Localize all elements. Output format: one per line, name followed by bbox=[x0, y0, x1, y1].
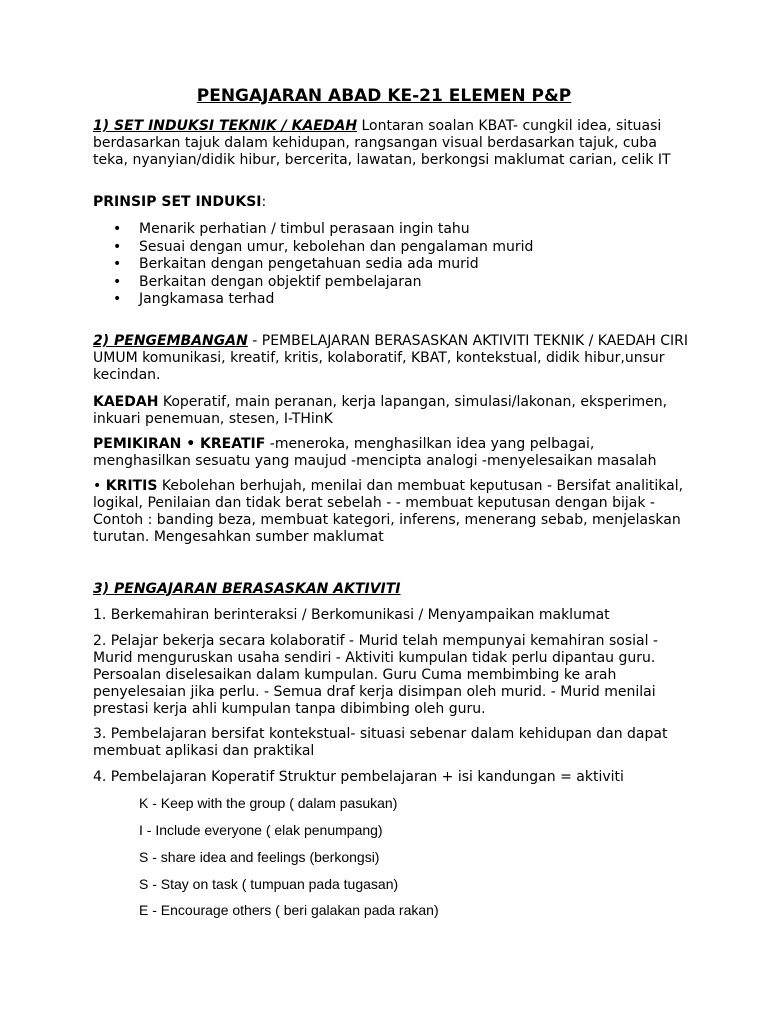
section-3-heading-line bbox=[93, 581, 693, 598]
section-2-intro bbox=[93, 333, 693, 384]
pemikiran-label: PEMIKIRAN • KREATIF bbox=[93, 436, 266, 452]
kiss-item-k: K - Keep with the group ( dalam pasukan) bbox=[139, 795, 398, 811]
bullet-icon: • bbox=[113, 273, 122, 290]
kaedah-label: KAEDAH bbox=[93, 394, 159, 410]
section-3-item-1: 1. Berkemahiran berinteraksi / Berkomunikasi / Menyampaikan maklumat bbox=[93, 607, 610, 623]
list-item-text: Sesuai dengan umur, kebolehan dan pengalaman murid bbox=[139, 238, 534, 255]
prinsip-heading bbox=[93, 194, 693, 211]
kiss-item-s1: S - share idea and feelings (berkongsi) bbox=[139, 849, 380, 865]
kiss-item-e: E - Encourage others ( beri galakan pada rakan) bbox=[139, 902, 439, 918]
section-2-text: - PEMBELAJARAN BERASASKAN AKTIVITI TEKNIK / KAEDAH CIRI UMUM komunikasi, kreatif, kritis, kolaboratif, KBAT, kontekstual, didik hibur,unsur kecindan. bbox=[93, 333, 689, 383]
list-item bbox=[93, 291, 693, 309]
bullet-icon: • bbox=[113, 256, 122, 272]
kaedah-paragraph bbox=[93, 394, 693, 428]
section-1-text: Lontaran soalan KBAT- cungkil idea, situasi berdasarkan tajuk dalam kehidupan, rangsangan visual berdasarkan tajuk, cuba teka, nyanyian/didik hibur, bercerita, lawatan, berkongsi maklumat carian, celik IT bbox=[93, 118, 671, 168]
list-item bbox=[93, 274, 693, 292]
kritis-paragraph bbox=[93, 478, 693, 546]
kritis-label: KRITIS bbox=[105, 478, 158, 494]
section-3-item-3: 3. Pembelajaran bersifat kontekstual- situasi sebenar dalam kehidupan dan dapat membuat aplikasi dan praktikal bbox=[93, 726, 668, 759]
section-3-item-4: 4. Pembelajaran Koperatif Struktur pembelajaran + isi kandungan = aktiviti bbox=[93, 769, 624, 785]
section-1-intro bbox=[93, 118, 693, 169]
kiss-item-s2: S - Stay on task ( tumpuan pada tugasan) bbox=[139, 876, 399, 892]
list-item bbox=[93, 256, 693, 274]
kritis-text: Kebolehan berhujah, menilai dan membuat keputusan - Bersifat analitikal, logikal, Penilaian dan tidak berat sebelah - - membuat keputusan dengan bijak - Contoh : banding beza, membuat kategori, inferens, menerang sebab, menjelaskan turutan. Mengesahkan sumber maklumat bbox=[93, 478, 684, 545]
bullet-icon: • bbox=[113, 238, 122, 255]
list-item bbox=[93, 239, 693, 257]
list-item-text: Berkaitan dengan objektif pembelajaran bbox=[139, 273, 422, 290]
pemikiran-paragraph bbox=[93, 436, 693, 470]
kritis-bullet: • bbox=[93, 478, 106, 494]
pemikiran-text: -meneroka, menghasilkan idea yang pelbagai, menghasilkan sesuatu yang maujud -mencipta analogi -menyelesaikan masalah bbox=[93, 436, 657, 469]
prinsip-label: PRINSIP SET INDUKSI bbox=[93, 194, 262, 210]
section-1-heading: 1) SET INDUKSI TEKNIK / KAEDAH bbox=[93, 118, 358, 134]
kaedah-text: Koperatif, main peranan, kerja lapangan, simulasi/lakonan, eksperimen, inkuari penemuan, stesen, I-THinK bbox=[93, 394, 668, 427]
section-2-heading: 2) PENGEMBANGAN bbox=[93, 333, 248, 349]
bullet-icon: • bbox=[113, 291, 122, 307]
list-item-text: Menarik perhatian / timbul perasaan ingin tahu bbox=[139, 221, 470, 237]
prinsip-list bbox=[93, 221, 693, 309]
list-item-text: Berkaitan dengan pengetahuan sedia ada murid bbox=[139, 256, 479, 272]
kiss-item-i: I - Include everyone ( elak penumpang) bbox=[139, 822, 383, 838]
section-3-heading: 3) PENGAJARAN BERASASKAN AKTIVITI bbox=[93, 581, 401, 597]
document-title: PENGAJARAN ABAD KE-21 ELEMEN P&P bbox=[196, 86, 572, 106]
list-item bbox=[93, 221, 693, 239]
list-item-text: Jangkamasa terhad bbox=[139, 291, 275, 307]
section-3-item-2: 2. Pelajar bekerja secara kolaboratif - Murid telah mempunyai kemahiran sosial - Murid menguruskan usaha sendiri - Aktiviti kumpulan tidak perlu dipantau guru. Persoalan diselesaikan dalam kumpulan. Guru Cuma membimbing ke arah penyelesaian jika perlu. - Semua draf kerja disimpan oleh murid. - Murid menilai prestasi kerja ahli kumpulan tanpa dibimbing oleh guru. bbox=[93, 633, 658, 717]
bullet-icon: • bbox=[113, 221, 122, 237]
prinsip-colon: : bbox=[261, 194, 267, 210]
